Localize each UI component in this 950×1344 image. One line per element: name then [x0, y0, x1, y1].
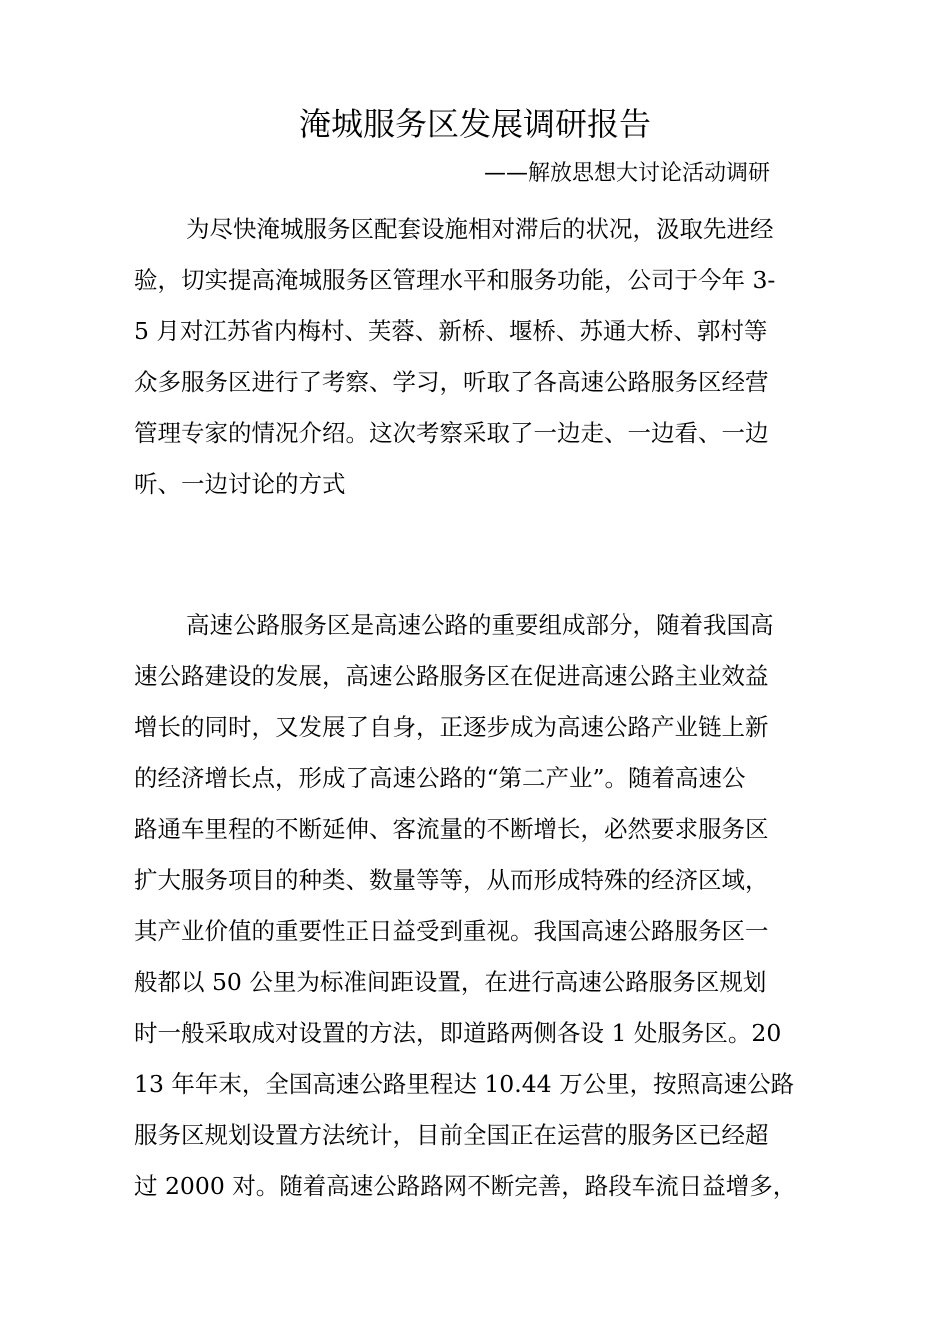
paragraph-2-line-11: 服务区规划设置方法统计，目前全国正在运营的服务区已经超: [134, 1121, 769, 1149]
paragraph-1-line-2: 验，切实提高淹城服务区管理水平和服务功能，公司于今年 3-: [134, 266, 776, 294]
paragraph-2-line-6: 扩大服务项目的种类、数量等等，从而形成特殊的经济区域，: [134, 866, 769, 894]
paragraph-2-line-5: 路通车里程的不断延伸、客流量的不断增长，必然要求服务区: [134, 815, 769, 843]
paragraph-1-line-3: 5 月对江苏省内梅村、芙蓉、新桥、堰桥、苏通大桥、郭村等: [134, 317, 768, 345]
paragraph-1-line-5: 管理专家的情况介绍。这次考察采取了一边走、一边看、一边: [134, 419, 769, 447]
paragraph-1-line-6: 听、一边讨论的方式: [134, 470, 346, 498]
document-title: 淹城服务区发展调研报告: [298, 105, 651, 143]
paragraph-2-line-9: 时一般采取成对设置的方法，即道路两侧各设 1 处服务区。20: [134, 1019, 782, 1047]
paragraph-2-line-2: 速公路建设的发展，高速公路服务区在促进高速公路主业效益: [134, 662, 769, 690]
paragraph-1: [134, 204, 834, 510]
document-subtitle: ——解放思想大讨论活动调研: [484, 161, 771, 186]
paragraph-2-line-8: 般都以 50 公里为标准间距设置，在进行高速公路服务区规划: [134, 968, 767, 996]
paragraph-1-line-1: 为尽快淹城服务区配套设施相对滞后的状况，汲取先进经: [186, 215, 774, 243]
paragraph-1-line-4: 众多服务区进行了考察、学习，听取了各高速公路服务区经营: [134, 368, 769, 396]
paragraph-2-line-7: 其产业价值的重要性正日益受到重视。我国高速公路服务区一: [134, 917, 769, 945]
paragraph-2-line-3: 增长的同时，又发展了自身，正逐步成为高速公路产业链上新: [134, 713, 769, 741]
paragraph-2-line-1: 高速公路服务区是高速公路的重要组成部分，随着我国高: [186, 611, 774, 639]
paragraph-2-line-12: 过 2000 对。随着高速公路路网不断完善，路段车流日益增多，: [134, 1172, 797, 1200]
paragraph-2: [134, 600, 834, 1212]
paragraph-2-line-10: 13 年年末，全国高速公路里程达 10.44 万公里，按照高速公路: [134, 1070, 795, 1098]
paragraph-2-line-4: 的经济增长点，形成了高速公路的“第二产业”。随着高速公: [134, 764, 746, 792]
